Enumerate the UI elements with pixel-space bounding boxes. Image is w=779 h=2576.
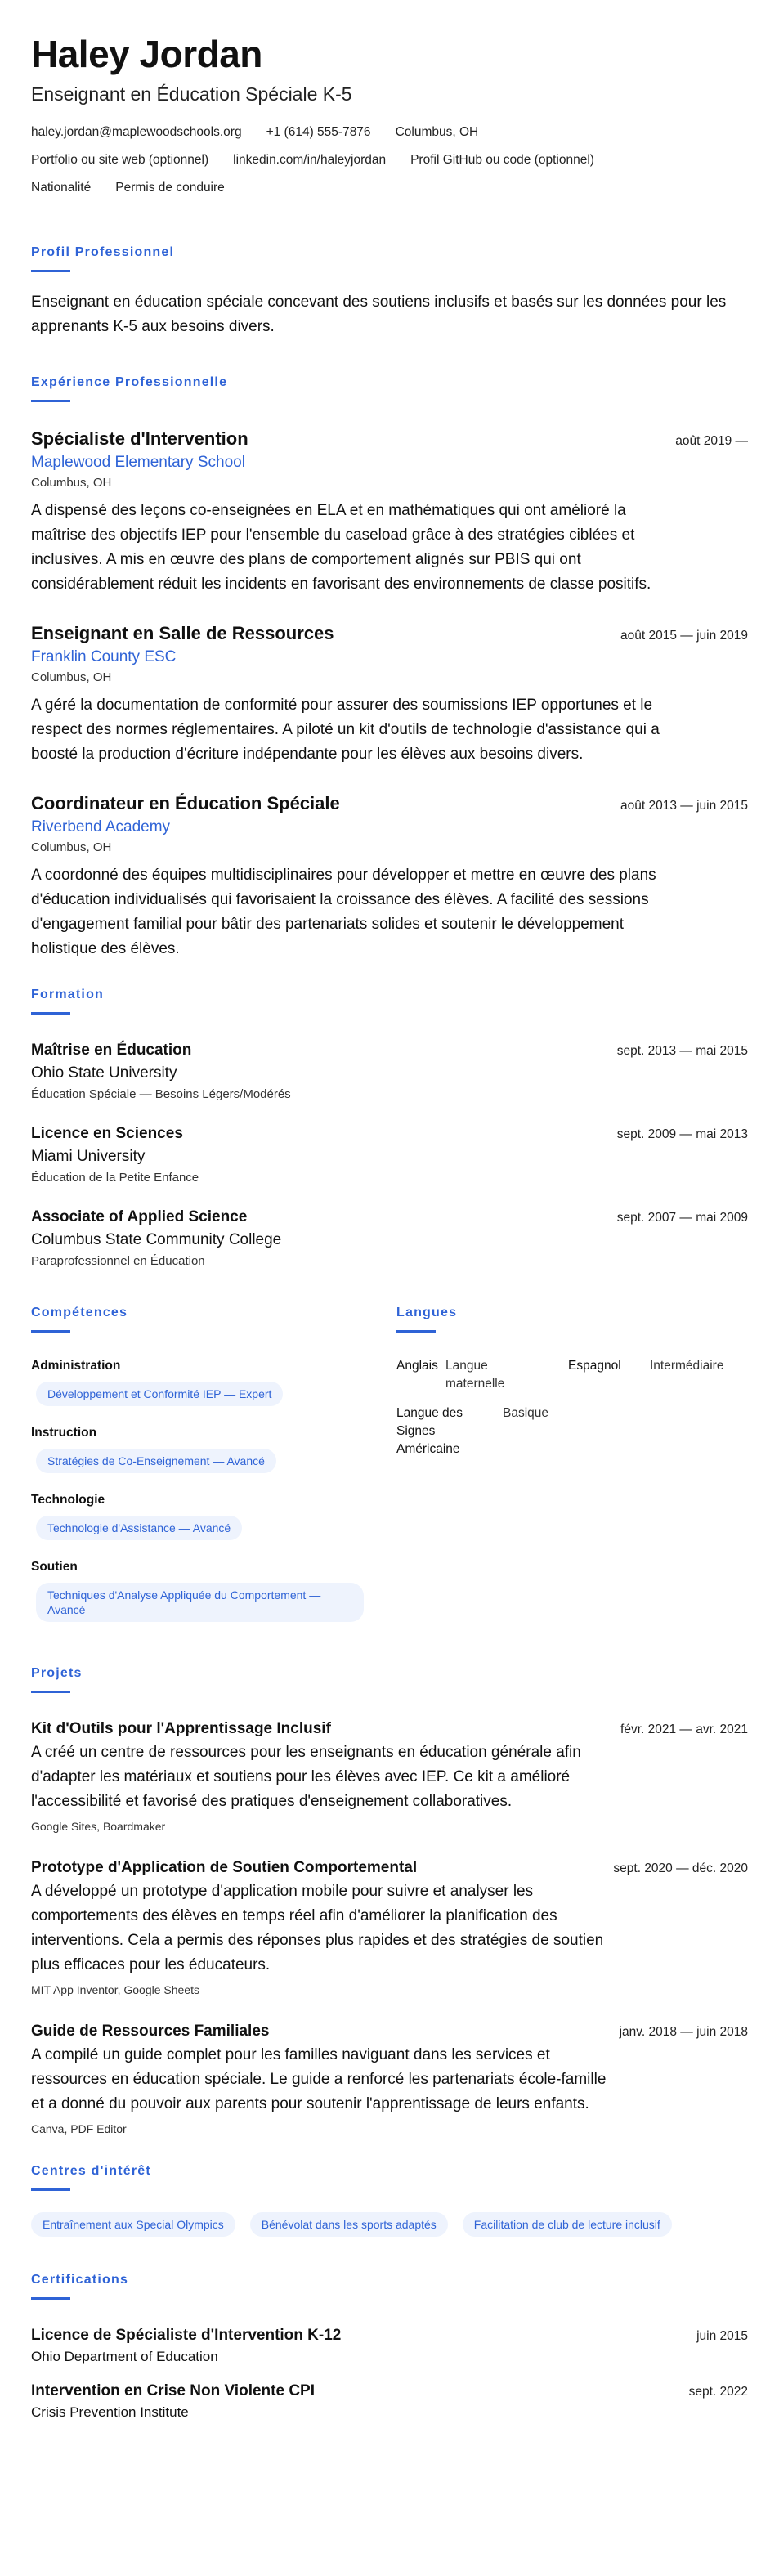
interest-chip: Facilitation de club de lecture inclusif [463,2212,672,2237]
contact-license: Permis de conduire [115,181,225,195]
certification-title: Intervention en Crise Non Violente CPI [31,2382,315,2399]
project-entry [31,2020,748,2138]
certification-entry [31,2324,748,2367]
degree-dates: sept. 2013 — mai 2015 [616,1044,748,1058]
project-description: A compilé un guide complet pour les familles naviguant dans les services et ressources en éducation spéciale. Le guide a renforcé les partenariats école-famille et a donné du pouvoir aux parents pour soutenir l'apprentissage de leurs enfants. [31,2046,607,2112]
skills-languages-row [31,1304,748,1640]
degree-field: Paraprofessionnel en Éducation [31,1254,205,1268]
contact-portfolio[interactable]: Portfolio ou site web (optionnel) [31,153,209,167]
projects-section [31,1664,748,2138]
job-description: A coordonné des équipes multidisciplinaires pour développer et mettre en œuvre des plans d'éducation individualisés qui favorisaient la croissance des élèves. A facilité des sessions d'engagement familial pour bâtir des partenariats solides et soutenir le développement holistique des élèves. [31,867,656,957]
job-company[interactable]: Riverbend Academy [31,818,171,836]
language-level: Intermédiaire [650,1359,724,1373]
contact-nationality: Nationalité [31,181,92,195]
project-tech: Canva, PDF Editor [31,2122,127,2135]
project-title: Kit d'Outils pour l'Apprentissage Inclusif [31,1720,331,1737]
project-dates: janv. 2018 — juin 2018 [619,2025,748,2039]
project-entry [31,1857,748,1999]
profile-summary: Enseignant en éducation spéciale concevant des soutiens inclusifs et basés sur les données pour les apprenants K-5 aux besoins divers. [31,293,727,335]
job-company[interactable]: Maplewood Elementary School [31,454,245,471]
project-entry [31,1718,748,1835]
experience-entry [31,427,748,597]
skill-group [31,1491,364,1540]
education-entry [31,1039,748,1104]
certification-date: sept. 2022 [688,2385,748,2399]
project-dates: févr. 2021 — avr. 2021 [620,1723,748,1736]
certification-entry [31,2380,748,2422]
languages-section [396,1304,748,1640]
resume-header [31,31,748,196]
school-name: Ohio State University [31,1064,177,1082]
section-title: Profil Professionnel [31,245,175,259]
language-level: Langue maternelle [445,1359,505,1391]
degree-title: Licence en Sciences [31,1125,183,1142]
skill-chip: Technologie d'Assistance — Avancé [36,1516,242,1540]
section-title: Centres d'intérêt [31,2164,151,2178]
section-divider [31,2188,70,2191]
skills-section [31,1304,364,1640]
section-divider [31,1012,70,1015]
section-title: Certifications [31,2273,129,2287]
job-title: Spécialiste d'Intervention [31,428,248,449]
section-divider [31,1330,70,1333]
project-title: Prototype d'Application de Soutien Comportemental [31,1859,418,1876]
interest-chip: Bénévolat dans les sports adaptés [250,2212,448,2237]
profile-section [31,244,748,339]
contact-linkedin[interactable]: linkedin.com/in/haleyjordan [233,153,387,167]
degree-field: Éducation de la Petite Enfance [31,1171,199,1185]
section-title: Formation [31,988,105,1001]
job-location: Columbus, OH [31,670,112,684]
degree-dates: sept. 2007 — mai 2009 [616,1211,748,1225]
education-section [31,986,748,1271]
certification-org: Crisis Prevention Institute [31,2404,189,2420]
skill-chip: Stratégies de Co-Enseignement — Avancé [36,1449,276,1473]
section-title: Langues [396,1306,458,1319]
project-tech: MIT App Inventor, Google Sheets [31,1983,199,1996]
language-name: Langue des Signes Américaine [396,1406,463,1456]
section-divider [31,1691,70,1693]
project-tech: Google Sites, Boardmaker [31,1820,166,1833]
job-dates: août 2019 — [675,434,748,448]
degree-title: Associate of Applied Science [31,1208,248,1225]
job-location: Columbus, OH [31,476,112,490]
section-divider [31,400,70,402]
section-title: Projets [31,1666,83,1680]
certification-date: juin 2015 [696,2329,748,2343]
job-description: A dispensé des leçons co-enseignées en ELA et en mathématiques qui ont amélioré la maîtrise des objectifs IEP pour l'ensemble du caseload grâce à des stratégies ciblées et inclusives. A mis en œuvre des plans de comportement alignés sur PBIS qui ont considérablement réduit les incidents en favorisant des environnements de classe positifs. [31,502,651,593]
job-title: Coordinateur en Éducation Spéciale [31,793,340,813]
job-company[interactable]: Franklin County ESC [31,648,177,665]
skill-group [31,1424,364,1473]
skill-chip: Techniques d'Analyse Appliquée du Comportement — Avancé [36,1583,364,1622]
job-description: A géré la documentation de conformité pour assurer des soumissions IEP opportunes et le respect des normes réglementaires. A piloté un kit d'outils de technologie d'assistance qui a boosté la production d'écriture indépendante pour les élèves aux besoins divers. [31,697,660,763]
project-dates: sept. 2020 — déc. 2020 [613,1861,748,1875]
contact-row-links [31,152,748,168]
skill-group-name: Technologie [31,1493,105,1507]
certification-org: Ohio Department of Education [31,2349,218,2364]
education-entry [31,1122,748,1188]
contact-row-primary [31,124,748,141]
job-dates: août 2013 — juin 2015 [620,799,748,813]
experience-entry [31,621,748,767]
section-divider [31,270,70,272]
section-divider [396,1330,436,1333]
interests-list [31,2212,748,2237]
candidate-name: Haley Jordan [31,33,262,75]
experience-entry [31,791,748,961]
skill-group-name: Instruction [31,1426,97,1440]
certifications-section [31,2271,748,2422]
languages-grid [396,1357,748,1458]
language-name: Anglais [396,1359,438,1373]
candidate-headline: Enseignant en Éducation Spéciale K-5 [31,83,352,105]
skill-chip: Développement et Conformité IEP — Expert [36,1382,283,1406]
skill-group-name: Administration [31,1359,121,1373]
job-location: Columbus, OH [31,840,112,854]
degree-field: Éducation Spéciale — Besoins Légers/Modérés [31,1087,291,1101]
school-name: Miami University [31,1148,146,1165]
project-description: A créé un centre de ressources pour les enseignants en éducation générale afin d'adapter les matériaux et soutiens pour les élèves avec IEP. Ce kit a amélioré l'accessibilité et favorisé des pratiques d'enseignement collaboratives. [31,1744,581,1810]
contact-row-extra [31,180,748,196]
section-title: Expérience Professionnelle [31,375,228,389]
experience-section [31,374,748,961]
certification-title: Licence de Spécialiste d'Intervention K-12 [31,2327,342,2344]
skill-group [31,1357,364,1406]
job-title: Enseignant en Salle de Ressources [31,623,334,643]
skill-group [31,1558,364,1622]
contact-location: Columbus, OH [395,125,479,139]
job-dates: août 2015 — juin 2019 [620,629,748,643]
project-description: A développé un prototype d'application mobile pour suivre et analyser les comportements des élèves en temps réel afin d'améliorer la planification des interventions. Cela a permis des réponses plus rapides et des stratégies de soutien plus efficaces pour les éducateurs. [31,1883,604,1973]
project-title: Guide de Ressources Familiales [31,2023,270,2040]
contact-github[interactable]: Profil GitHub ou code (optionnel) [410,153,594,167]
interests-section [31,2162,748,2237]
section-title: Compétences [31,1306,128,1319]
contact-email[interactable]: haley.jordan@maplewoodschools.org [31,125,242,139]
interest-chip: Entraînement aux Special Olympics [31,2212,235,2237]
degree-dates: sept. 2009 — mai 2013 [616,1127,748,1141]
degree-title: Maîtrise en Éducation [31,1042,192,1059]
education-entry [31,1206,748,1271]
language-name: Espagnol [568,1359,621,1373]
contact-phone[interactable]: +1 (614) 555-7876 [266,125,371,139]
section-divider [31,2297,70,2300]
skill-group-name: Soutien [31,1560,78,1574]
language-level: Basique [503,1406,549,1420]
school-name: Columbus State Community College [31,1231,282,1248]
